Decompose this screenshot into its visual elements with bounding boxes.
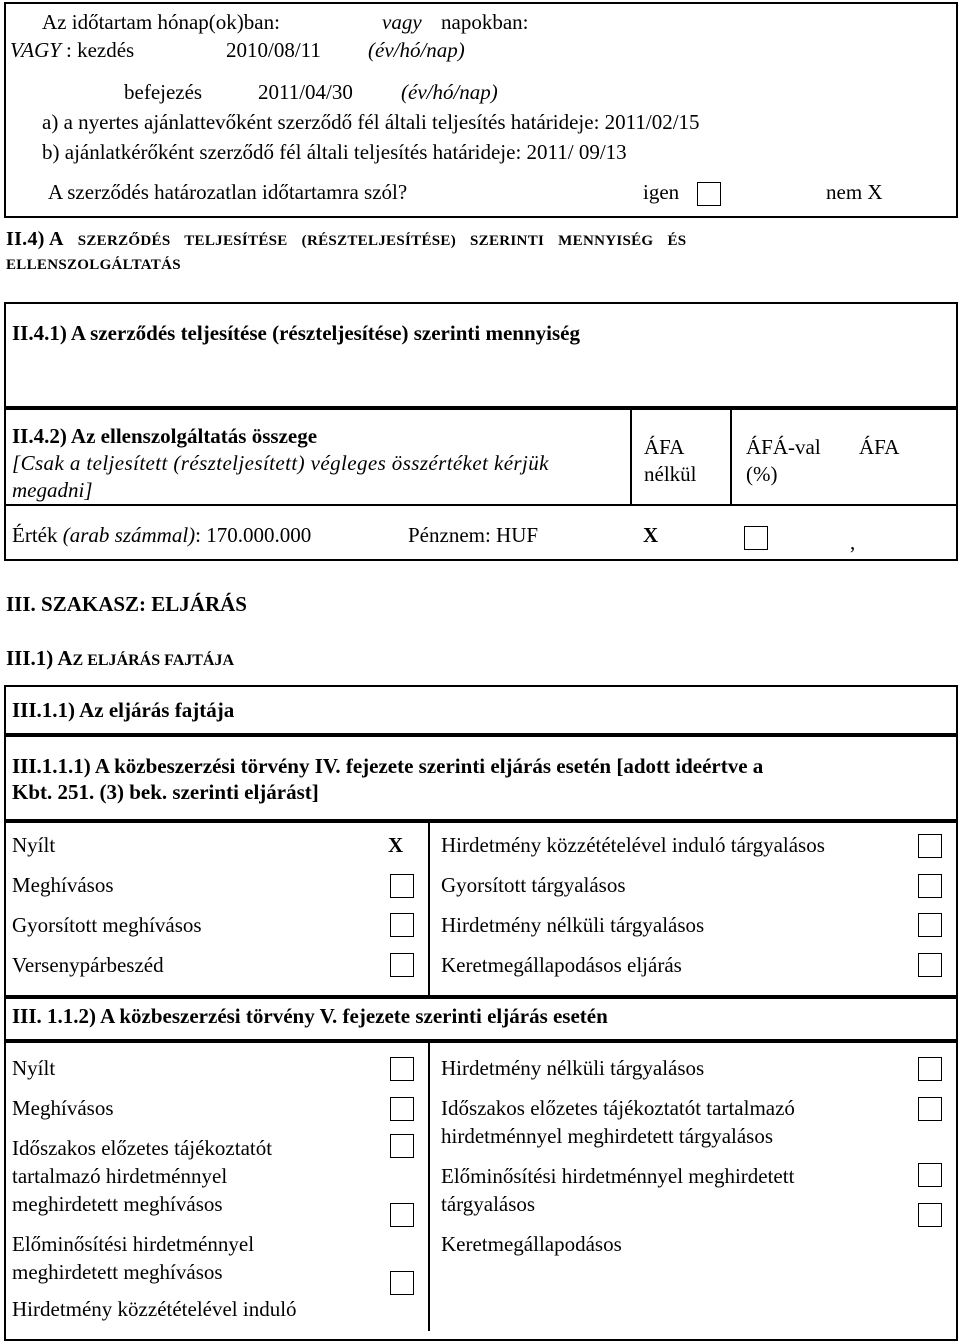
v-left-meghivasos-checkbox[interactable] [390,1097,414,1121]
value-label-italic: (arab számmal) [62,523,196,547]
v-procedures-divider [428,1041,430,1331]
iii112-title: III. 1.1.2) A közbeszerzési törvény V. fejezete szerinti eljárás esetén [12,1004,608,1028]
iv-right-hirdetmeny-nelkuli: Hirdetmény nélküli tárgyalásos [441,913,705,937]
yes-label: igen [643,180,680,204]
afa-nelkul-x: X [643,523,659,547]
v-left-nyilt: Nyílt [12,1056,56,1080]
afa-label: ÁFA [644,435,685,459]
ii42-divider-h [4,504,958,506]
v-left-elominositesi-checkbox[interactable] [390,1271,414,1295]
v-left-nyilt-checkbox[interactable] [390,1057,414,1081]
ii4-heading-line2: ELLENSZOLGÁLTATÁS [6,257,181,273]
v-left-idoszakos-checkbox-1[interactable] [390,1134,414,1158]
v-right-hirdetmeny-nelkuli-checkbox[interactable] [918,1057,942,1081]
iv-left-meghivasos-checkbox[interactable] [390,874,414,898]
end-label: befejezés [124,80,203,104]
iv-left-versenyparbeszed-checkbox[interactable] [390,953,414,977]
ii4-heading-a: A [48,228,64,250]
ii41-box [4,302,958,408]
no-label: nem X [826,180,883,204]
afa-col-label: ÁFA [859,435,900,459]
v-right-idoszakos-2: hirdetménnyel meghirdetett tárgyalásos [441,1124,774,1148]
iv-right-keretmegallapodasos: Keretmegállapodásos eljárás [441,953,682,977]
iv-left-meghivasos: Meghívásos [12,873,114,897]
value-amount: : 170.000.000 [195,523,312,547]
v-right-elominositesi-checkbox-2[interactable] [918,1203,942,1227]
v-left-idoszakos-2: tartalmazó hirdetménnyel [12,1164,228,1188]
days-label: napokban: [441,10,529,34]
afa-nelkul-label: nélkül [644,462,697,486]
yes-checkbox[interactable] [697,182,721,206]
start-date-format: (év/hó/nap) [368,38,465,62]
iii1-heading [6,646,234,671]
afaval-percent: (%) [746,462,778,486]
afa-comma: , [850,530,856,554]
ii42-title: II.4.2) Az ellenszolgáltatás összege [12,424,318,448]
deadline-b: b) ajánlatkérőként szerződő fél általi teljesítés határideje: 2011/ 09/13 [42,140,627,164]
v-right-elominositesi-checkbox-1[interactable] [918,1163,942,1187]
iv-right-hirdetmeny: Hirdetmény közzétételével induló tárgyalásos [441,833,825,857]
ii42-note-1: [Csak a teljesített (részteljesített) végleges összértéket kérjük [12,451,549,475]
v-left-hirdetmeny: Hirdetmény közzétételével induló [12,1297,297,1321]
v-left-idoszakos-checkbox-2[interactable] [390,1203,414,1227]
v-left-meghivasos: Meghívásos [12,1096,114,1120]
months-label: Az időtartam hónap(ok)ban: [42,10,280,34]
iii1-heading-num: III.1) A [6,646,73,670]
ii4-heading-num: II.4) [6,228,49,250]
iv-left-gyorsitott: Gyorsított meghívásos [12,913,202,937]
v-left-idoszakos-1: Időszakos előzetes tájékoztatót [12,1136,273,1160]
v-left-elominositesi-1: Előminősítési hirdetménnyel [12,1232,255,1256]
iv-right-hirdetmeny-nelkuli-checkbox[interactable] [918,913,942,937]
iii11-title: III.1.1) Az eljárás fajtája [12,698,235,722]
iv-right-keretmegallapodasos-checkbox[interactable] [918,953,942,977]
v-right-keretmegallapodasos: Keretmegállapodásos [441,1232,622,1256]
end-date-format: (év/hó/nap) [401,80,498,104]
currency: Pénznem: HUF [408,523,539,547]
ii4-heading [6,227,686,251]
ii42-divider-1 [630,408,632,504]
v-right-elominositesi-1: Előminősítési hirdetménnyel meghirdetett [441,1164,795,1188]
v-right-idoszakos-1: Időszakos előzetes tájékoztatót tartalmazó [441,1096,795,1120]
ii42-divider-2 [730,408,732,504]
ii41-title: II.4.1) A szerződés teljesítése (részteljesítése) szerinti mennyiség [12,321,580,345]
iii1-heading-rest: Z ELJÁRÁS FAJTÁJA [72,652,235,669]
deadline-a: a) a nyertes ajánlattevőként szerződő fél általi teljesítés határideje: 2011/02/15 [42,110,700,134]
v-right-idoszakos-checkbox[interactable] [918,1097,942,1121]
iii111-title-1: III.1.1.1) A közbeszerzési törvény IV. fejezete szerinti eljárás esetén [adott ideértve a [12,754,764,778]
v-procedures-box [4,1041,958,1341]
section-iii-title: III. SZAKASZ: ELJÁRÁS [6,592,247,616]
iv-left-gyorsitott-checkbox[interactable] [390,913,414,937]
afaval-checkbox[interactable] [744,526,768,550]
v-left-elominositesi-2: meghirdetett meghívásos [12,1260,223,1284]
iv-right-gyorsitott-checkbox[interactable] [918,874,942,898]
iv-procedures-divider [428,821,430,997]
iv-left-nyilt: Nyílt [12,833,56,857]
iv-right-gyorsitott: Gyorsított tárgyalásos [441,873,626,897]
iv-right-hirdetmeny-checkbox[interactable] [918,834,942,858]
ii4-heading-rest: SZERZŐDÉS TELJESÍTÉSE (RÉSZTELJESÍTÉSE) SZERINTI MENNYISÉG ÉS [63,233,687,249]
ii42-note-2: megadni] [12,478,93,502]
vagy-label: VAGY [10,38,61,62]
value-line [12,523,311,548]
indefinite-question: A szerződés határozatlan időtartamra szól? [48,180,408,204]
start-date: 2010/08/11 [226,38,321,62]
start-label: : kezdés [66,38,135,62]
afaval-label: ÁFÁ-val [746,435,821,459]
iv-left-versenyparbeszed: Versenypárbeszéd [12,953,164,977]
iv-left-nyilt-x: X [388,833,404,857]
v-right-hirdetmeny-nelkuli: Hirdetmény nélküli tárgyalásos [441,1056,705,1080]
end-date: 2011/04/30 [258,80,353,104]
v-right-elominositesi-2: tárgyalásos [441,1192,536,1216]
iii111-title-2: Kbt. 251. (3) bek. szerinti eljárást] [12,780,319,804]
value-label: Érték [12,523,63,547]
v-left-idoszakos-3: meghirdetett meghívásos [12,1192,223,1216]
or-word: vagy [382,10,422,34]
